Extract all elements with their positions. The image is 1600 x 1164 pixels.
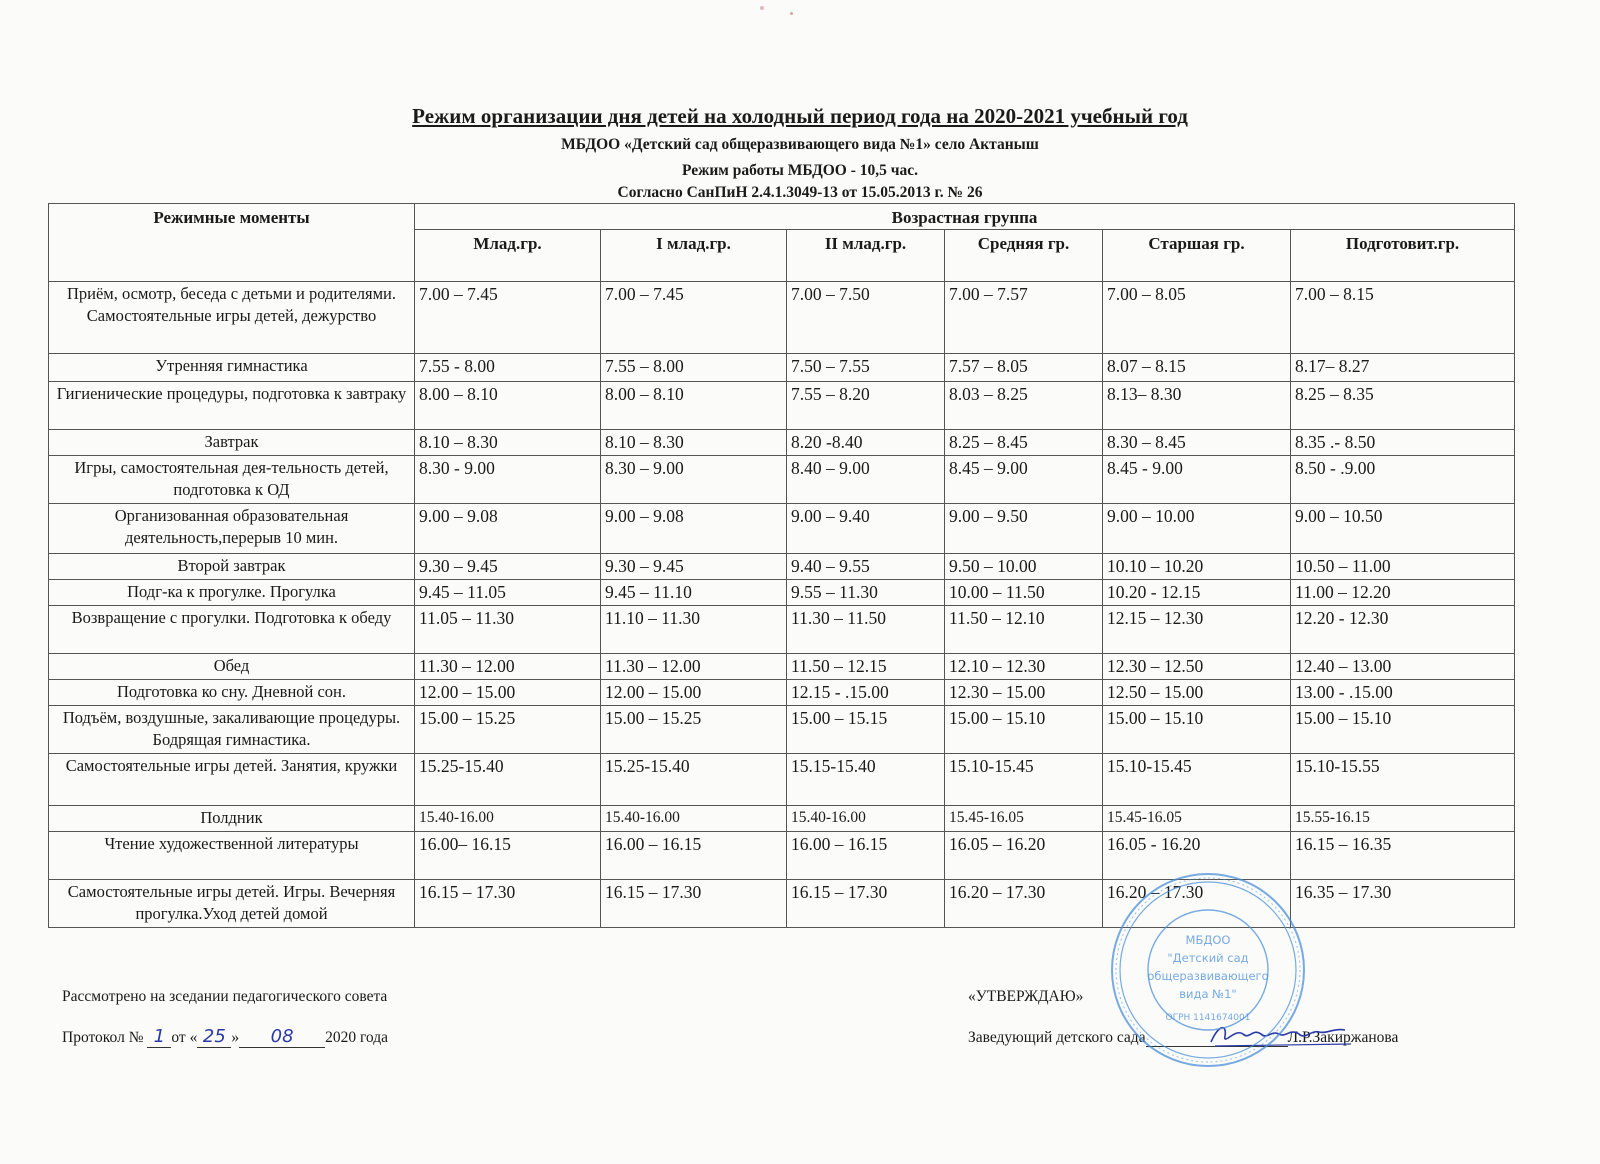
time-cell: 12.50 – 15.00 (1103, 680, 1291, 706)
table-row (49, 554, 1515, 580)
time-cell: 16.15 – 17.30 (601, 880, 787, 928)
time-cell: 15.00 – 15.10 (1103, 706, 1291, 754)
table-row (49, 680, 1515, 706)
time-cell: 8.00 – 8.10 (415, 382, 601, 430)
time-cell: 7.55 - 8.00 (415, 354, 601, 382)
time-cell: 16.35 – 17.30 (1291, 880, 1515, 928)
time-cell: 12.15 – 12.30 (1103, 606, 1291, 654)
time-cell: 8.13– 8.30 (1103, 382, 1291, 430)
time-cell: 11.30 – 12.00 (601, 654, 787, 680)
time-cell: 8.07 – 8.15 (1103, 354, 1291, 382)
time-cell: 9.45 – 11.10 (601, 580, 787, 606)
time-cell: 12.15 - .15.00 (787, 680, 945, 706)
time-cell: 8.50 - .9.00 (1291, 456, 1515, 504)
time-cell: 8.10 – 8.30 (601, 430, 787, 456)
time-cell: 15.00 – 15.25 (601, 706, 787, 754)
table-row (49, 806, 1515, 832)
time-cell: 7.50 – 7.55 (787, 354, 945, 382)
regime-moment-cell: Подготовка ко сну. Дневной сон. (49, 680, 415, 706)
time-cell: 7.00 – 7.50 (787, 282, 945, 354)
regime-moment-cell: Игры, самостоятельная дея-тельность детей, подготовка к ОД (49, 456, 415, 504)
table-row (49, 354, 1515, 382)
group-header-1: Млад.гр. (415, 230, 601, 282)
close-quote: » (231, 1029, 240, 1046)
time-cell: 8.30 – 9.00 (601, 456, 787, 504)
time-cell: 15.10-15.45 (1103, 754, 1291, 806)
time-cell: 7.57 – 8.05 (945, 354, 1103, 382)
group-header-3: II млад.гр. (787, 230, 945, 282)
stamp-text: общеразвивающего (1147, 969, 1269, 983)
time-cell: 8.10 – 8.30 (415, 430, 601, 456)
paper-speck (760, 6, 764, 10)
time-cell: 12.30 – 15.00 (945, 680, 1103, 706)
time-cell: 7.00 – 7.57 (945, 282, 1103, 354)
regime-moment-cell: Гигиенические процедуры, подготовка к завтраку (49, 382, 415, 430)
time-cell: 15.55-16.15 (1291, 806, 1515, 832)
time-cell: 15.00 – 15.15 (787, 706, 945, 754)
time-cell: 13.00 - .15.00 (1291, 680, 1515, 706)
regime-moment-cell: Подъём, воздушные, закаливающие процедуры. Бодрящая гимнастика. (49, 706, 415, 754)
sanpin-reference: Согласно СанПиН 2.4.1.3049-13 от 15.05.2013 г. № 26 (617, 184, 983, 201)
time-cell: 7.55 – 8.00 (601, 354, 787, 382)
time-cell: 12.30 – 12.50 (1103, 654, 1291, 680)
time-cell: 9.50 – 10.00 (945, 554, 1103, 580)
time-cell: 8.40 – 9.00 (787, 456, 945, 504)
table-row (49, 282, 1515, 354)
time-cell: 16.20 – 17.30 (1103, 880, 1291, 928)
time-cell: 8.25 – 8.35 (1291, 382, 1515, 430)
time-cell: 16.05 – 16.20 (945, 832, 1103, 880)
time-cell: 16.15 – 17.30 (415, 880, 601, 928)
protocol-prefix: Протокол № (62, 1029, 144, 1046)
time-cell: 8.00 – 8.10 (601, 382, 787, 430)
age-group-header: Возрастная группа (415, 204, 1515, 230)
protocol-line (62, 1028, 388, 1048)
table-row (49, 580, 1515, 606)
time-cell: 15.25-15.40 (601, 754, 787, 806)
regime-moment-cell: Полдник (49, 806, 415, 832)
time-cell: 8.45 – 9.00 (945, 456, 1103, 504)
time-cell: 8.30 – 8.45 (1103, 430, 1291, 456)
regime-moment-cell: Обед (49, 654, 415, 680)
time-cell: 8.25 – 8.45 (945, 430, 1103, 456)
regime-moment-cell: Приём, осмотр, беседа с детьми и родителями. Самостоятельные игры детей, дежурство (49, 282, 415, 354)
time-cell: 9.45 – 11.05 (415, 580, 601, 606)
time-cell: 8.35 .- 8.50 (1291, 430, 1515, 456)
table-row (49, 754, 1515, 806)
time-cell: 8.03 – 8.25 (945, 382, 1103, 430)
time-cell: 9.00 – 10.00 (1103, 504, 1291, 554)
time-cell: 12.20 - 12.30 (1291, 606, 1515, 654)
time-cell: 7.55 – 8.20 (787, 382, 945, 430)
moment-column-header: Режимные моменты (49, 204, 415, 282)
time-cell: 11.05 – 11.30 (415, 606, 601, 654)
time-cell: 11.50 – 12.10 (945, 606, 1103, 654)
time-cell: 15.00 – 15.10 (1291, 706, 1515, 754)
regime-moment-cell: Самостоятельные игры детей. Занятия, кружки (49, 754, 415, 806)
stamp-text: вида №1" (1179, 987, 1237, 1001)
official-seal-stamp (1108, 870, 1308, 1070)
time-cell: 7.00 – 7.45 (601, 282, 787, 354)
time-cell: 7.00 – 8.15 (1291, 282, 1515, 354)
time-cell: 9.40 – 9.55 (787, 554, 945, 580)
time-cell: 9.55 – 11.30 (787, 580, 945, 606)
time-cell: 10.10 – 10.20 (1103, 554, 1291, 580)
time-cell: 10.00 – 11.50 (945, 580, 1103, 606)
regime-moment-cell: Чтение художественной литературы (49, 832, 415, 880)
table-row (49, 606, 1515, 654)
time-cell: 8.17– 8.27 (1291, 354, 1515, 382)
regime-moment-cell: Возвращение с прогулки. Подготовка к обеду (49, 606, 415, 654)
time-cell: 11.30 – 11.50 (787, 606, 945, 654)
time-cell: 16.05 - 16.20 (1103, 832, 1291, 880)
day-field (197, 1028, 231, 1048)
regime-moment-cell: Подг-ка к прогулке. Прогулка (49, 580, 415, 606)
from-word: от « (171, 1029, 198, 1046)
regime-moment-cell: Самостоятельные игры детей. Игры. Вечерняя прогулка.Уход детей домой (49, 880, 415, 928)
table-row (49, 504, 1515, 554)
time-cell: 9.00 – 10.50 (1291, 504, 1515, 554)
regime-moment-cell: Утренняя гимнастика (49, 354, 415, 382)
paper-speck (790, 12, 793, 15)
stamp-text: МБДОО (1185, 933, 1231, 947)
stamp-ogrn: ОГРН 1141674001 (1165, 1013, 1251, 1023)
group-header-4: Средняя гр. (945, 230, 1103, 282)
time-cell: 15.25-15.40 (415, 754, 601, 806)
time-cell: 9.00 – 9.50 (945, 504, 1103, 554)
time-cell: 15.10-15.45 (945, 754, 1103, 806)
stamp-text: "Детский сад (1167, 951, 1249, 965)
time-cell: 16.00 – 16.15 (787, 832, 945, 880)
protocol-month: 08 (270, 1026, 294, 1047)
time-cell: 8.20 -8.40 (787, 430, 945, 456)
time-cell: 15.40-16.00 (787, 806, 945, 832)
regime-moment-cell: Второй завтрак (49, 554, 415, 580)
time-cell: 16.00 – 16.15 (601, 832, 787, 880)
time-cell: 12.00 – 15.00 (601, 680, 787, 706)
time-cell: 15.40-16.00 (415, 806, 601, 832)
protocol-day: 25 (202, 1026, 226, 1047)
protocol-number-field (147, 1028, 171, 1048)
time-cell: 9.00 – 9.08 (601, 504, 787, 554)
head-title: Заведующий детского сада (968, 1029, 1146, 1046)
time-cell: 15.40-16.00 (601, 806, 787, 832)
time-cell: 11.00 – 12.20 (1291, 580, 1515, 606)
time-cell: 11.30 – 12.00 (415, 654, 601, 680)
organization-name: МБДОО «Детский сад общеразвивающего вида №1» село Актаныш (561, 136, 1039, 153)
time-cell: 9.30 – 9.45 (601, 554, 787, 580)
table-row (49, 430, 1515, 456)
working-hours: Режим работы МБДОО - 10,5 час. (681, 162, 919, 179)
schedule-table (48, 203, 1515, 928)
time-cell: 16.00– 16.15 (415, 832, 601, 880)
time-cell: 9.30 – 9.45 (415, 554, 601, 580)
table-row (49, 706, 1515, 754)
time-cell: 11.10 – 11.30 (601, 606, 787, 654)
time-cell: 10.50 – 11.00 (1291, 554, 1515, 580)
time-cell: 12.40 – 13.00 (1291, 654, 1515, 680)
regime-moment-cell: Организованная образовательная деятельность,перерыв 10 мин. (49, 504, 415, 554)
group-header-6: Подготовит.гр. (1291, 230, 1515, 282)
year-suffix: 2020 года (325, 1029, 388, 1046)
group-header-2: I млад.гр. (601, 230, 787, 282)
time-cell: 16.20 – 17.30 (945, 880, 1103, 928)
time-cell: 7.00 – 7.45 (415, 282, 601, 354)
time-cell: 8.30 - 9.00 (415, 456, 601, 504)
time-cell: 15.15-15.40 (787, 754, 945, 806)
time-cell: 10.20 - 12.15 (1103, 580, 1291, 606)
time-cell: 15.10-15.55 (1291, 754, 1515, 806)
table-row (49, 654, 1515, 680)
time-cell: 15.00 – 15.10 (945, 706, 1103, 754)
table-row (49, 382, 1515, 430)
approve-label: «УТВЕРЖДАЮ» (968, 988, 1084, 1005)
head-name: Л.Р.Закиржанова (1287, 1029, 1399, 1046)
time-cell: 12.10 – 12.30 (945, 654, 1103, 680)
time-cell: 15.00 – 15.25 (415, 706, 601, 754)
time-cell: 15.45-16.05 (1103, 806, 1291, 832)
time-cell: 7.00 – 8.05 (1103, 282, 1291, 354)
reviewed-note: Рассмотрено на зседании педагогического совета (62, 988, 388, 1005)
protocol-number: 1 (153, 1026, 166, 1047)
time-cell: 8.45 - 9.00 (1103, 456, 1291, 504)
time-cell: 12.00 – 15.00 (415, 680, 601, 706)
time-cell: 11.50 – 12.15 (787, 654, 945, 680)
time-cell: 9.00 – 9.40 (787, 504, 945, 554)
regime-moment-cell: Завтрак (49, 430, 415, 456)
group-header-5: Старшая гр. (1103, 230, 1291, 282)
time-cell: 16.15 – 16.35 (1291, 832, 1515, 880)
month-field (239, 1028, 325, 1048)
time-cell: 16.15 – 17.30 (787, 880, 945, 928)
time-cell: 9.00 – 9.08 (415, 504, 601, 554)
table-row (49, 456, 1515, 504)
time-cell: 15.45-16.05 (945, 806, 1103, 832)
document-title: Режим организации дня детей на холодный период года на 2020-2021 учебный год (412, 104, 1188, 128)
